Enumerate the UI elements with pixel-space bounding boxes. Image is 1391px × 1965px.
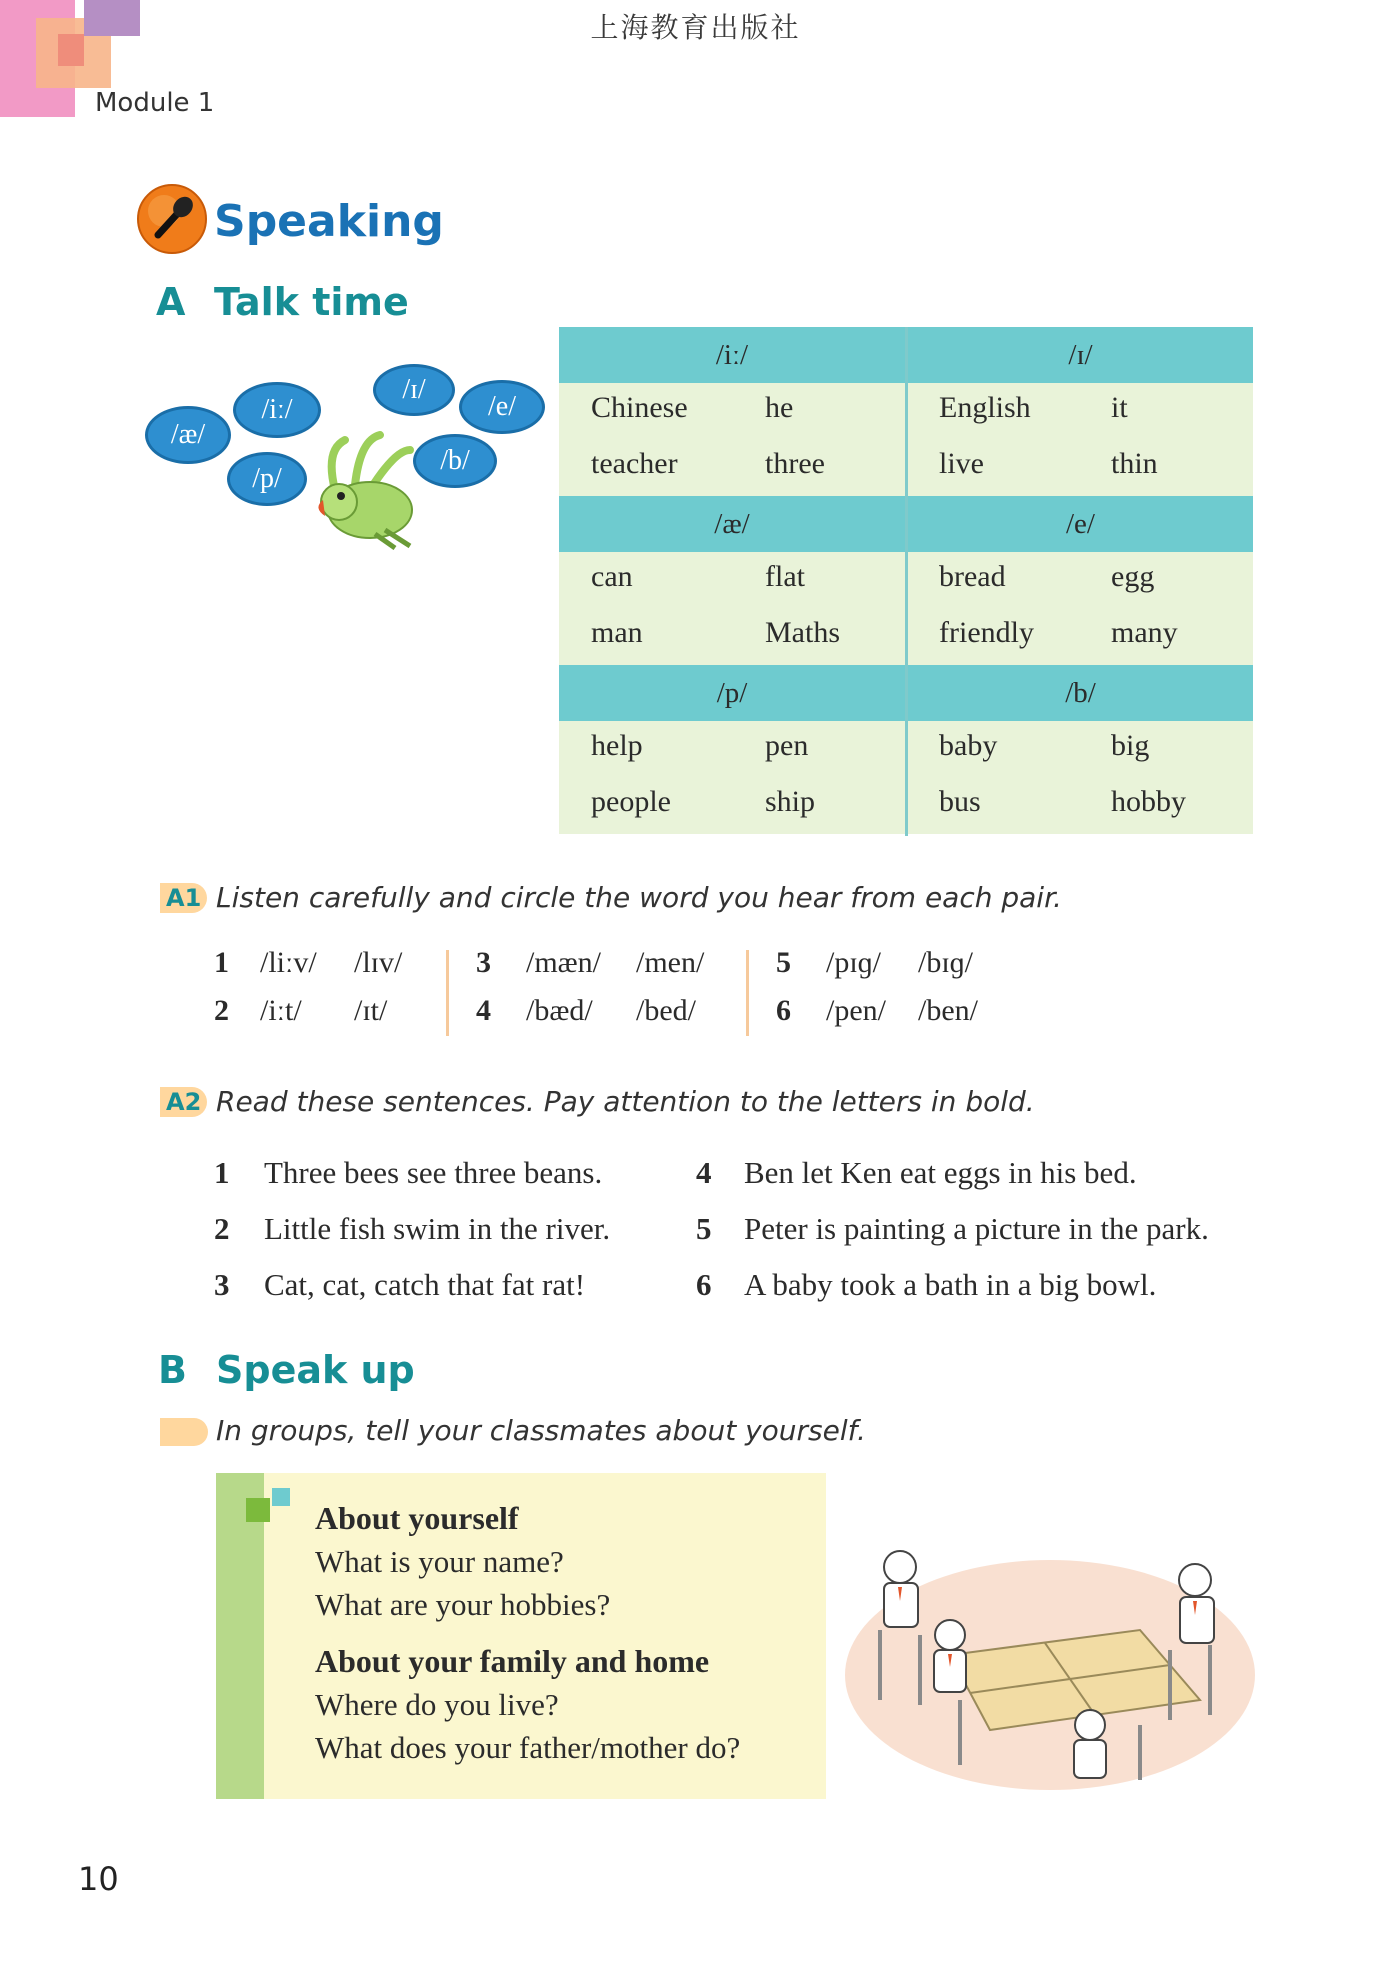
speech-bubble: /æ/: [145, 406, 231, 464]
topic-question: What does your father/mother do?: [315, 1730, 741, 1765]
speech-bubble: /p/: [227, 452, 307, 506]
speech-bubble: /ɪ/: [373, 364, 455, 416]
topic-list: [315, 1500, 815, 1773]
item-number: 5: [696, 1211, 712, 1246]
example-word: many: [1111, 616, 1178, 649]
topic-heading: About yourself: [315, 1500, 519, 1536]
minimal-pair-group: [776, 946, 1016, 1042]
phonetic-option[interactable]: /liːv/: [260, 946, 317, 979]
item-number: 1: [214, 946, 229, 979]
parrot-icon: [305, 430, 435, 550]
publisher-name: 上海教育出版社: [590, 11, 801, 44]
sound-header: /p/: [559, 665, 905, 721]
parrot-illustration: [145, 360, 555, 550]
example-word: pen: [765, 729, 809, 762]
phonetic-option[interactable]: /mæn/: [526, 946, 602, 979]
practice-sentence: Three bees see three beans.: [264, 1155, 603, 1190]
students-illustration: [840, 1535, 1260, 1795]
practice-sentence: Cat, cat, catch that fat rat!: [264, 1267, 586, 1302]
phonetic-option[interactable]: /pɪɡ/: [826, 946, 882, 979]
example-word: thin: [1111, 447, 1158, 480]
activity-instruction: In groups, tell your classmates about yourself.: [216, 1414, 866, 1447]
practice-sentence: Ben let Ken eat eggs in his bed.: [744, 1155, 1137, 1190]
activity-instruction: Read these sentences. Pay attention to the letters in bold.: [216, 1085, 1035, 1118]
example-word: big: [1111, 729, 1150, 762]
sound-header: /iː/: [559, 327, 905, 383]
item-number: 3: [476, 946, 491, 979]
section-a-title: Talk time: [214, 280, 409, 324]
activity-tag: A1: [160, 883, 207, 913]
example-word: flat: [765, 560, 805, 593]
phonetic-option[interactable]: /iːt/: [260, 994, 302, 1027]
pair-divider: [746, 950, 749, 1036]
page-number: 10: [78, 1860, 119, 1898]
activity-instruction: Listen carefully and circle the word you hear from each pair.: [216, 881, 1062, 914]
example-word: friendly: [939, 616, 1034, 649]
item-number: 2: [214, 1211, 230, 1246]
example-word: live: [939, 447, 984, 480]
minimal-pair-group: [476, 946, 746, 1042]
phonetic-option[interactable]: /bed/: [636, 994, 696, 1027]
box-decoration: [272, 1488, 290, 1506]
example-word: Maths: [765, 616, 840, 649]
section-title: Speaking: [214, 196, 444, 247]
phonetic-option[interactable]: /bɪɡ/: [918, 946, 974, 979]
sound-header: /ɪ/: [908, 327, 1253, 383]
example-word: people: [591, 785, 671, 818]
item-number: 3: [214, 1267, 230, 1302]
pair-divider: [446, 950, 449, 1036]
table-divider: [905, 327, 908, 836]
sound-header: /æ/: [559, 496, 905, 552]
example-word: baby: [939, 729, 998, 762]
section-b-title: Speak up: [216, 1348, 415, 1392]
example-word: Chinese: [591, 391, 688, 424]
phonetic-option[interactable]: /pen/: [826, 994, 886, 1027]
practice-sentence: Peter is painting a picture in the park.: [744, 1211, 1209, 1246]
example-word: can: [591, 560, 633, 593]
phonetic-option[interactable]: /lɪv/: [354, 946, 403, 979]
speech-bubble: /e/: [459, 380, 545, 434]
topic-question: What is your name?: [315, 1544, 564, 1579]
activity-tag: A2: [160, 1087, 207, 1117]
item-number: 6: [776, 994, 791, 1027]
module-label: Module 1: [95, 88, 215, 118]
box-decoration: [246, 1498, 270, 1522]
example-word: egg: [1111, 560, 1155, 593]
practice-sentence: A baby took a bath in a big bowl.: [744, 1267, 1157, 1302]
sound-header: /e/: [908, 496, 1253, 552]
example-word: he: [765, 391, 794, 424]
example-word: ship: [765, 785, 816, 818]
item-number: 1: [214, 1155, 230, 1190]
topic-question: What are your hobbies?: [315, 1587, 611, 1622]
item-number: 5: [776, 946, 791, 979]
speech-bubble: /b/: [413, 434, 497, 488]
practice-sentence: Little fish swim in the river.: [264, 1211, 611, 1246]
phonetic-option[interactable]: /bæd/: [526, 994, 593, 1027]
example-word: three: [765, 447, 825, 480]
example-word: bread: [939, 560, 1006, 593]
example-word: bus: [939, 785, 981, 818]
item-number: 4: [476, 994, 491, 1027]
example-word: it: [1111, 391, 1128, 424]
item-number: 4: [696, 1155, 712, 1190]
example-word: help: [591, 729, 643, 762]
item-number: 6: [696, 1267, 712, 1302]
sentence-list: [214, 1155, 674, 1323]
phonetic-option[interactable]: /ben/: [918, 994, 978, 1027]
minimal-pair-group: [214, 946, 444, 1042]
phonetic-option[interactable]: /ɪt/: [354, 994, 388, 1027]
speech-bubble: /iː/: [233, 382, 321, 438]
item-number: 2: [214, 994, 229, 1027]
example-word: hobby: [1111, 785, 1186, 818]
phonetic-option[interactable]: /men/: [636, 946, 705, 979]
topic-question: Where do you live?: [315, 1687, 559, 1722]
sound-header: /b/: [908, 665, 1253, 721]
sentence-list: [696, 1155, 1296, 1323]
example-word: English: [939, 391, 1031, 424]
activity-tag: [160, 1418, 208, 1446]
topic-heading: About your family and home: [315, 1643, 710, 1679]
phonics-table: [559, 327, 1253, 836]
example-word: teacher: [591, 447, 678, 480]
section-a-letter: A: [156, 280, 186, 324]
example-word: man: [591, 616, 643, 649]
microphone-icon: [136, 183, 208, 255]
section-b-letter: B: [158, 1348, 187, 1392]
